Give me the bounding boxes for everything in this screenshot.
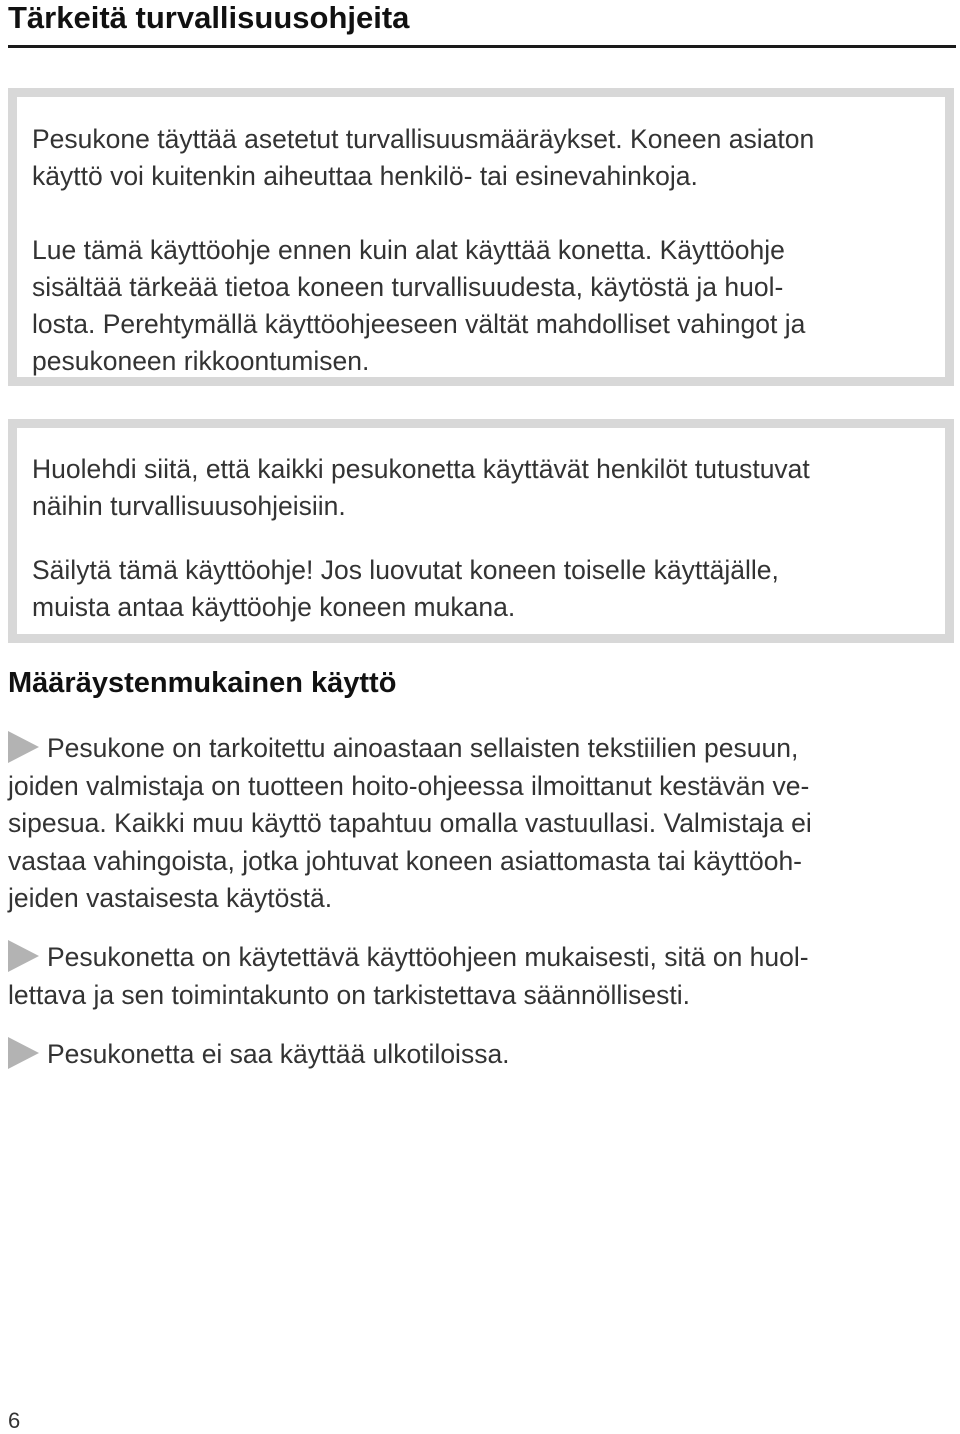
notice-paragraph: Säilytä tämä käyttöohje! Jos luovutat koneen toiselle käyttäjälle, muista antaa käyttöohje koneen mukana. (32, 555, 779, 622)
notice-paragraph: Lue tämä käyttöohje ennen kuin alat käyttää konetta. Käyttöohje sisältää tärkeää tietoa koneen turvallisuudesta, käytöstä ja huol- losta. Perehtymällä käyttöohjeeseen vältät mahdolliset vahingot ja pesukoneen rikkoontumisen. (32, 235, 806, 376)
section-heading: Määräystenmukainen käyttö (8, 667, 397, 699)
bullet-item (8, 1036, 956, 1074)
notice-paragraph: Huolehdi siitä, että kaikki pesukonetta käyttävät henkilöt tutustuvat näihin turvallisuusohjeisiin. (32, 454, 810, 521)
safety-notice-box (8, 88, 954, 386)
bullet-text: Pesukonetta on käytettävä käyttöohjeen mukaisesti, sitä on huol- lettava ja sen toimintakunto on tarkistettava säännöllisesti. (8, 942, 809, 1010)
bullet-item (8, 730, 956, 918)
triangle-arrow-icon (8, 940, 39, 972)
instruction-notice-box (8, 419, 954, 643)
triangle-arrow-icon (8, 1037, 39, 1069)
bullet-text: Pesukonetta ei saa käyttää ulkotiloissa. (47, 1039, 510, 1069)
notice-paragraph: Pesukone täyttää asetetut turvallisuusmääräykset. Koneen asiaton käyttö voi kuitenkin aiheuttaa henkilö- tai esinevahinkoja. (32, 124, 815, 191)
page-number: 6 (8, 1408, 21, 1433)
title-divider (8, 45, 956, 48)
page-title: Tärkeitä turvallisuusohjeita (8, 0, 410, 35)
bullet-item (8, 939, 956, 1014)
triangle-arrow-icon (8, 731, 39, 763)
bullet-text: Pesukone on tarkoitettu ainoastaan sellaisten tekstiilien pesuun, joiden valmistaja on tuotteen hoito-ohjeessa ilmoittanut kestävän ve- sipesua. Kaikki muu käyttö tapahtuu omalla vastuullasi. Valmistaja ei vastaa vahingoista, jotka johtuvat koneen asiattomasta tai käyttöoh- jeiden vastaisesta käytöstä. (8, 733, 812, 913)
